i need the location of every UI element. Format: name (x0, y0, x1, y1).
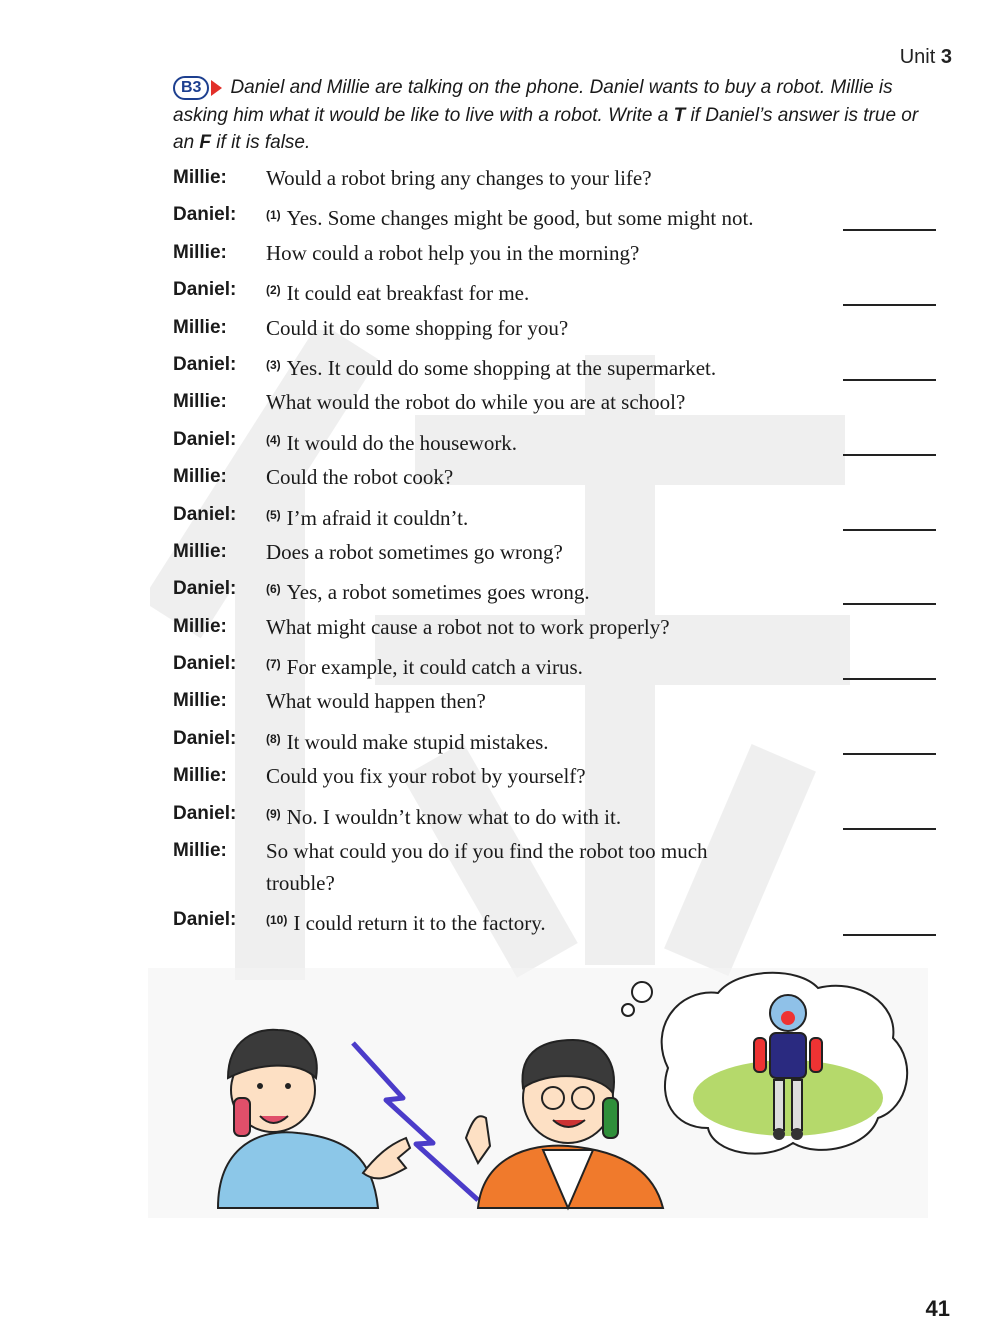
exercise-badge (173, 76, 222, 100)
utterance: Would a robot bring any changes to your life? (266, 166, 652, 190)
page-number: 41 (925, 1296, 950, 1321)
utterance: So what could you do if you find the robot too much trouble? (266, 839, 708, 896)
dialogue-line (173, 499, 936, 536)
speaker-name: Millie: (173, 840, 227, 862)
utterance-text: It could eat breakfast for me. (286, 281, 530, 306)
utterance (266, 274, 835, 309)
phone-call-illustration (148, 968, 928, 1218)
dialogue-line (173, 798, 936, 835)
utterance (266, 798, 835, 833)
dialogue-line (173, 312, 936, 349)
utterance (266, 349, 835, 384)
item-number: (8) (266, 731, 281, 746)
speaker-name: Daniel: (173, 578, 237, 600)
badge-label: B3 (173, 76, 209, 100)
dialogue-line (173, 760, 936, 797)
dialogue-line (173, 536, 936, 573)
utterance: What would the robot do while you are at school? (266, 390, 686, 415)
utterance (266, 904, 835, 939)
speaker-name: Millie: (173, 241, 227, 263)
dialogue-line (173, 461, 936, 498)
speaker-name: Daniel: (173, 653, 237, 675)
item-number: (10) (266, 913, 288, 928)
utterance (266, 499, 835, 534)
answer-blank-1[interactable] (843, 199, 936, 231)
instructions-t: T (673, 104, 686, 126)
answer-blank-8[interactable] (843, 723, 936, 755)
speaker-name: Daniel: (173, 204, 237, 226)
item-number: (7) (266, 657, 281, 672)
answer-blank-4[interactable] (843, 424, 936, 456)
speaker-name: Daniel: (173, 428, 237, 450)
utterance: Could you fix your robot by yourself? (266, 764, 586, 789)
instructions-text-1: Daniel and Millie are talking on the phone. Daniel wants to buy a robot. Millie is asking him what it would be like to live with a robot. Write a (173, 77, 893, 126)
instructions-f: F (199, 132, 212, 153)
utterance (266, 424, 835, 459)
dialogue-line (173, 162, 936, 199)
speaker-name: Millie: (173, 765, 227, 787)
dialogue-line (173, 424, 936, 461)
speaker-name: Millie: (173, 466, 227, 488)
speaker-name: Millie: (173, 391, 227, 413)
utterance-text: For example, it could catch a virus. (286, 655, 583, 680)
answer-blank-5[interactable] (843, 499, 936, 531)
dialogue-line (173, 904, 936, 941)
dialogue-line (173, 386, 936, 423)
utterance-text: Yes, a robot sometimes goes wrong. (286, 580, 590, 605)
speaker-name: Millie: (173, 615, 227, 637)
dialogue-line (173, 199, 936, 236)
speaker-name: Millie: (173, 316, 227, 338)
dialogue-line (173, 573, 936, 610)
dialogue (173, 162, 936, 941)
item-number: (1) (266, 208, 281, 223)
answer-blank-10[interactable] (843, 904, 936, 936)
speaker-name: Daniel: (173, 802, 237, 824)
play-arrow-icon (211, 80, 222, 96)
utterance: What would happen then? (266, 689, 486, 714)
dialogue-line (173, 835, 936, 904)
answer-blank-6[interactable] (843, 573, 936, 605)
speaker-name: Millie: (173, 167, 227, 188)
speaker-name: Daniel: (173, 503, 237, 525)
item-number: (9) (266, 806, 281, 821)
exercise-instructions (173, 74, 933, 157)
dialogue-line (173, 274, 936, 311)
item-number: (3) (266, 357, 281, 372)
utterance: How could a robot help you in the morning? (266, 240, 640, 265)
item-number: (4) (266, 432, 281, 447)
utterance-text: No. I wouldn’t know what to do with it. (286, 804, 622, 829)
utterance: What might cause a robot not to work properly? (266, 614, 670, 639)
speaker-name: Millie: (173, 540, 227, 562)
utterance (266, 199, 835, 234)
utterance: Could it do some shopping for you? (266, 315, 569, 340)
dialogue-line (173, 349, 936, 386)
utterance-text: I’m afraid it couldn’t. (286, 505, 469, 530)
utterance (266, 648, 835, 683)
dialogue-line (173, 237, 936, 274)
answer-blank-9[interactable] (843, 798, 936, 830)
speaker-name: Daniel: (173, 279, 237, 301)
unit-number: 3 (940, 46, 952, 68)
answer-blank-2[interactable] (843, 274, 936, 306)
utterance-text: It would make stupid mistakes. (286, 729, 549, 754)
utterance-text: Yes. Some changes might be good, but some might not. (286, 206, 754, 231)
utterance-text: I could return it to the factory. (293, 911, 546, 936)
utterance: Could the robot cook? (266, 465, 454, 490)
utterance: Does a robot sometimes go wrong? (266, 539, 563, 564)
unit-label: Unit (899, 46, 936, 68)
speaker-name: Daniel: (173, 909, 237, 931)
dialogue-line (173, 685, 936, 722)
unit-header (900, 46, 952, 69)
dialogue-line (173, 648, 936, 685)
utterance-text: Yes. It could do some shopping at the supermarket. (286, 355, 717, 380)
item-number: (6) (266, 582, 281, 597)
utterance (266, 573, 835, 608)
answer-blank-7[interactable] (843, 648, 936, 680)
dialogue-line (173, 611, 936, 648)
instructions-text-3: if it is false. (211, 132, 311, 153)
answer-blank-3[interactable] (843, 349, 936, 381)
item-number: (5) (266, 507, 281, 522)
speaker-name: Daniel: (173, 727, 237, 749)
speaker-name: Millie: (173, 690, 227, 712)
item-number: (2) (266, 283, 281, 298)
utterance-text: It would do the housework. (286, 430, 518, 455)
speaker-name: Daniel: (173, 353, 237, 375)
dialogue-line (173, 723, 936, 760)
utterance (266, 723, 835, 758)
instructions-text-2: if Daniel’s answer is true or an (173, 104, 919, 153)
